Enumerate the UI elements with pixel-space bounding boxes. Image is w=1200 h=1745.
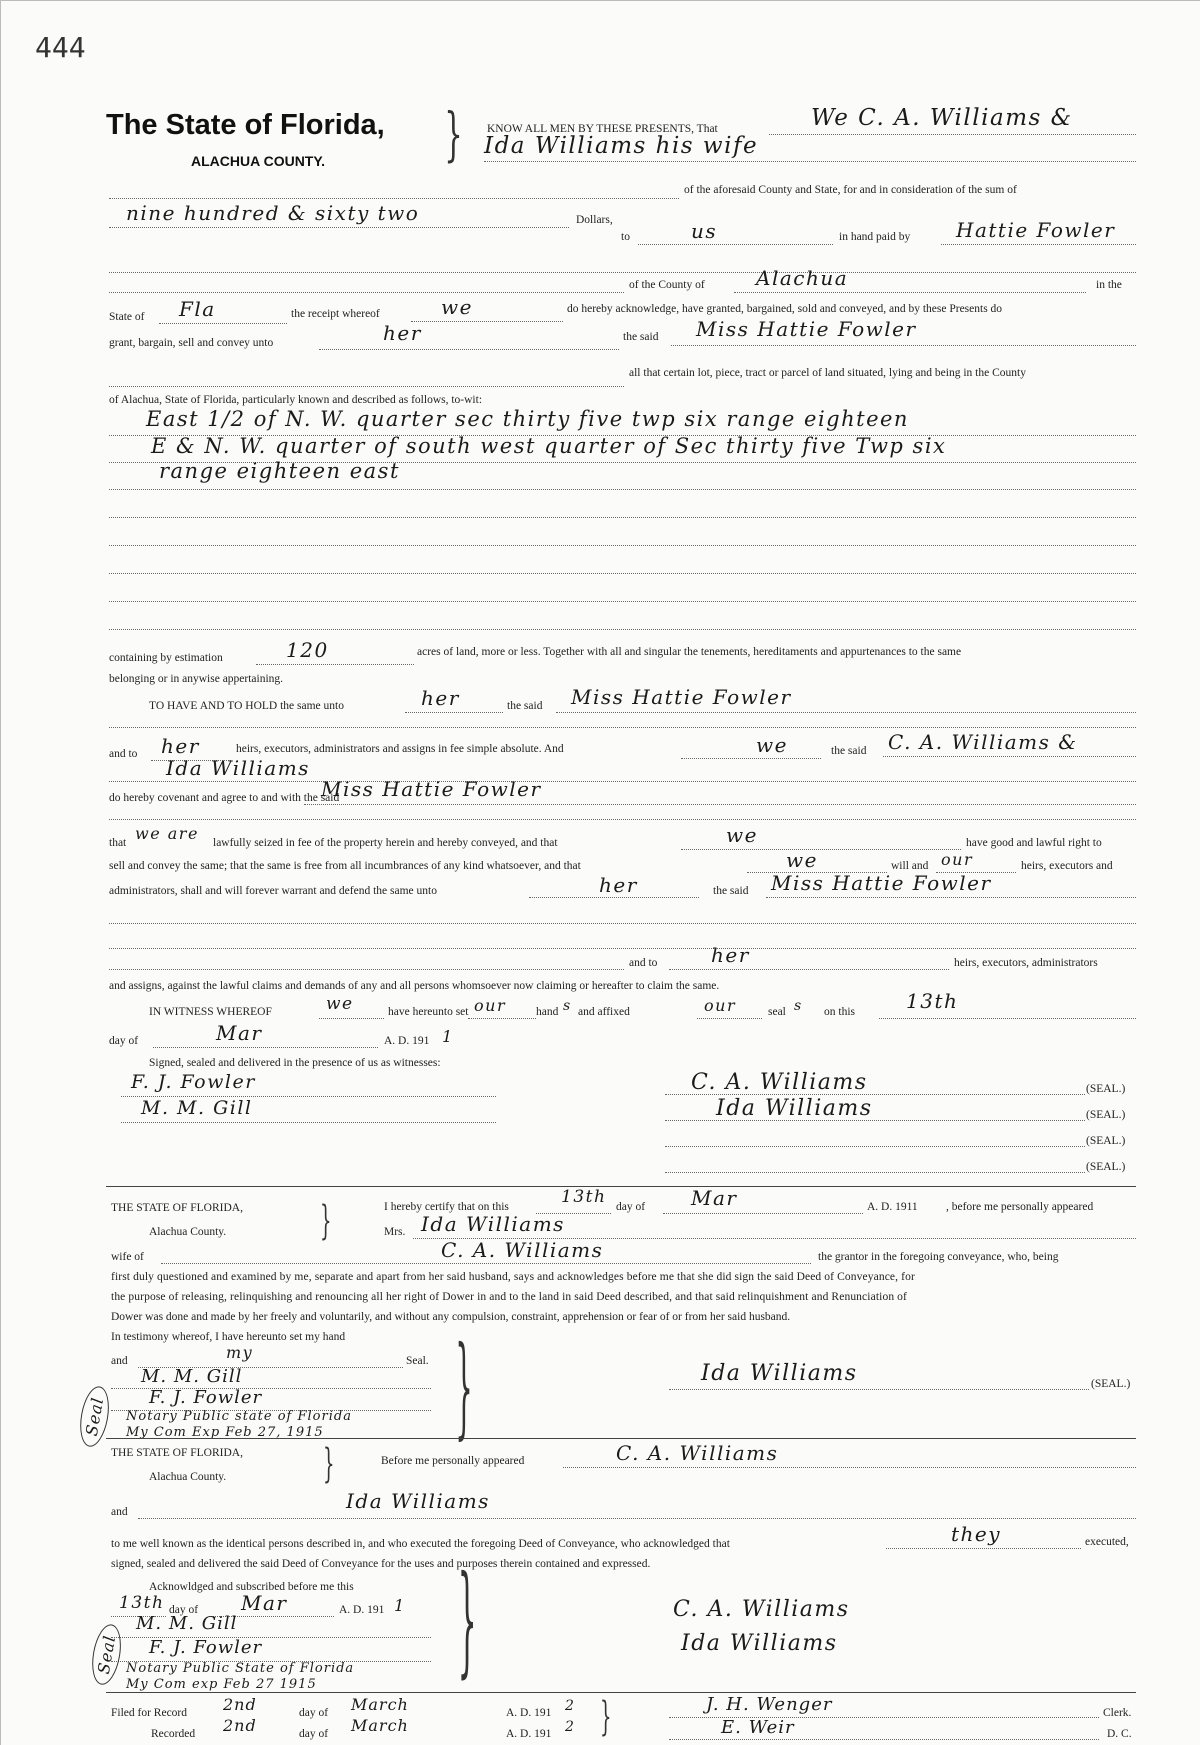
ack-and: and xyxy=(111,1506,128,1518)
rule xyxy=(669,1739,1099,1740)
containing-label: containing by estimation xyxy=(109,652,223,664)
rule xyxy=(161,1263,811,1264)
all-certain-text: all that certain lot, piece, tract or parcel of land situated, lying and being in the County xyxy=(629,367,1026,379)
rule xyxy=(109,517,1136,518)
rule xyxy=(563,1467,1136,1468)
rule xyxy=(734,292,1086,293)
legal-description-2: E & N. W. quarter of south west quarter of Sec thirty five Twp six xyxy=(151,434,947,458)
and-to-label: and to xyxy=(109,748,138,760)
heirs-text: heirs, executors, administrators and assigns in fee simple absolute. And xyxy=(236,743,564,755)
ack-county: Alachua County. xyxy=(149,1471,227,1483)
rule xyxy=(109,545,1136,546)
will-we-value: we xyxy=(786,848,818,872)
dower-paragraph-2: the purpose of releasing, relinquishing and renouncing all her right of Dower in and to the land in said Deed described, and that said relinquishment and Renunciation of xyxy=(111,1291,908,1303)
seal-3: (SEAL.) xyxy=(1086,1135,1126,1147)
rule xyxy=(159,323,287,324)
grantee-name: Hattie Fowler xyxy=(956,218,1116,242)
rule xyxy=(319,349,619,350)
dower-husband: C. A. Williams xyxy=(441,1238,604,1262)
ack-notary-4: My Com exp Feb 27 1915 xyxy=(126,1677,317,1692)
and-to-label: and to xyxy=(629,957,658,969)
defend-grantee: Miss Hattie Fowler xyxy=(771,871,992,895)
grantors-said-2: Ida Williams xyxy=(166,756,310,780)
the-said-label: the said xyxy=(713,885,749,897)
rule xyxy=(681,849,961,850)
seal-s-mark: s xyxy=(794,998,803,1014)
paid-by-label: in hand paid by xyxy=(839,231,911,243)
aforesaid-text: of the aforesaid County and State, for and in consideration of the sum of xyxy=(684,184,1017,196)
ack-before-me: Before me personally appeared xyxy=(381,1455,525,1467)
recorded-month: March xyxy=(351,1716,409,1735)
and-value: we xyxy=(756,733,788,757)
to-label: to xyxy=(621,231,630,243)
in-the-label: in the xyxy=(1096,279,1122,291)
dc-label: D. C. xyxy=(1107,1728,1132,1740)
filed-label: Filed for Record xyxy=(111,1707,188,1719)
ack-signer-1: C. A. Williams xyxy=(673,1597,850,1622)
filed-day-of: day of xyxy=(299,1707,329,1719)
filed-ad: A. D. 191 xyxy=(506,1707,552,1719)
rule xyxy=(138,1518,1136,1519)
rule xyxy=(663,1213,863,1214)
dower-notary-2: F. J. Fowler xyxy=(149,1387,263,1408)
rule xyxy=(109,386,624,387)
that-label: that xyxy=(109,837,127,849)
filing-brace: } xyxy=(599,1694,612,1740)
rule xyxy=(109,227,569,228)
rule xyxy=(766,897,1136,898)
ack-day: 13th xyxy=(119,1593,165,1613)
dower-notary-3: Notary Public state of Florida xyxy=(126,1409,352,1424)
rule xyxy=(681,758,821,759)
dower-notary-brace: } xyxy=(455,1322,473,1450)
rule xyxy=(665,1094,1085,1095)
state-of-label: State of xyxy=(109,311,145,323)
ack-well-known: to me well known as the identical persons described in, and who executed the foregoing Deed of Conveyance, who acknowledged that xyxy=(111,1538,730,1550)
rule xyxy=(109,727,1136,728)
filed-month: March xyxy=(351,1695,409,1714)
dower-brace: } xyxy=(319,1198,332,1244)
ack-signer-2: Ida Williams xyxy=(681,1631,838,1656)
rule xyxy=(556,712,1136,713)
clerk-label: Clerk. xyxy=(1103,1707,1132,1719)
ack-notary-3: Notary Public State of Florida xyxy=(126,1661,355,1676)
rule xyxy=(697,1018,762,1019)
to-value: us xyxy=(691,219,718,243)
rule xyxy=(256,664,414,665)
seal-1: (SEAL.) xyxy=(1086,1083,1126,1095)
county-heading: ALACHUA COUNTY. xyxy=(191,153,326,169)
rule xyxy=(671,345,1136,346)
to-have-value: her xyxy=(421,686,460,710)
state-title: The State of Florida, xyxy=(106,109,385,141)
hand-label: hand xyxy=(536,1006,559,1018)
dower-state: THE STATE OF FLORIDA, xyxy=(111,1202,243,1214)
grantors-rule-1 xyxy=(769,134,1136,135)
rule xyxy=(109,292,624,293)
belonging-text: belonging or in anywise appertaining. xyxy=(109,673,284,685)
seal-2: (SEAL.) xyxy=(1086,1109,1126,1121)
have-good-text: have good and lawful right to xyxy=(966,837,1102,849)
seal-label: seal xyxy=(768,1006,786,1018)
heirs-exec-text: heirs, executors and xyxy=(1021,860,1113,872)
of-county-label: of the County of xyxy=(629,279,705,291)
rule xyxy=(405,712,503,713)
dower-seal-label: (SEAL.) xyxy=(1091,1378,1131,1390)
the-said-label: the said xyxy=(507,700,543,712)
defend-unto-value: her xyxy=(599,873,638,897)
dower-month: Mar xyxy=(691,1186,738,1210)
rule xyxy=(121,1122,496,1123)
filed-year: 2 xyxy=(565,1698,575,1714)
witness-month: Mar xyxy=(216,1021,263,1045)
ack-person-2: Ida Williams xyxy=(346,1489,490,1513)
ack-seal-stamp: Seal xyxy=(88,1622,125,1687)
in-witness-text: IN WITNESS WHEREOF xyxy=(149,1006,272,1018)
grantee-full: Miss Hattie Fowler xyxy=(696,317,917,341)
dower-certify: I hereby certify that on this xyxy=(384,1201,509,1213)
dower-signature: Ida Williams xyxy=(701,1361,858,1386)
dower-ad: A. D. 1911 xyxy=(867,1201,918,1213)
dower-and: and xyxy=(111,1355,128,1367)
ack-notary-brace: } xyxy=(457,1551,477,1690)
dower-notary-4: My Com Exp Feb 27, 1915 xyxy=(126,1425,324,1440)
filed-day: 2nd xyxy=(223,1695,257,1714)
and-to-value: her xyxy=(161,734,200,758)
have-set-text: have hereunto set xyxy=(388,1006,469,1018)
recorded-day-of: day of xyxy=(299,1728,329,1740)
to-have-text: TO HAVE AND TO HOLD the same unto xyxy=(149,700,344,712)
dower-mrs-value: Ida Williams xyxy=(421,1212,565,1236)
dower-mrs: Mrs. xyxy=(384,1226,406,1238)
covenant-grantee: Miss Hattie Fowler xyxy=(321,777,542,801)
rule xyxy=(109,629,1136,630)
that-we-value: we xyxy=(726,823,758,847)
dollars-label: Dollars, xyxy=(576,214,613,226)
rule xyxy=(529,897,699,898)
recorded-year: 2 xyxy=(565,1719,575,1735)
rule xyxy=(669,969,949,970)
day-of-label: day of xyxy=(109,1035,139,1047)
heirs-exec-admin-text: heirs, executors, administrators xyxy=(954,957,1098,969)
witness-day: 13th xyxy=(906,989,959,1013)
grantors-line-2: Ida Williams his wife xyxy=(484,133,759,159)
affixed-text: and affixed xyxy=(578,1006,630,1018)
rule xyxy=(411,321,563,322)
rule xyxy=(109,781,1136,782)
ack-month: Mar xyxy=(241,1591,288,1615)
clerk-signature: J. H. Wenger xyxy=(706,1694,833,1715)
dower-paragraph-1: first duly questioned and examined by me, separate and apart from her said husband, says and acknowledges before me that she did sign the said Deed of Conveyance, for xyxy=(111,1271,915,1283)
dower-grantor: the grantor in the foregoing conveyance, who, being xyxy=(818,1251,1059,1263)
rule xyxy=(638,244,833,245)
rule xyxy=(109,601,1136,602)
rule xyxy=(468,1018,536,1019)
dower-day-of: day of xyxy=(616,1201,646,1213)
and-assigns-text: and assigns, against the lawful claims and demands of any and all persons whomsoever now claiming or hereafter to claim the same. xyxy=(109,980,720,992)
state-value: Fla xyxy=(179,297,216,321)
signer-1-signature: C. A. Williams xyxy=(691,1070,868,1095)
recorded-day: 2nd xyxy=(223,1716,257,1735)
that-value: we are xyxy=(135,824,199,843)
grantors-line-1: We C. A. Williams & xyxy=(811,105,1073,131)
rule xyxy=(109,819,1136,820)
dower-testimony: In testimony whereof, I have hereunto set my hand xyxy=(111,1331,346,1343)
section-divider xyxy=(106,1186,1136,1187)
rule xyxy=(665,1120,1085,1121)
unto-value: her xyxy=(383,321,422,345)
sum-words: nine hundred & sixty two xyxy=(126,201,420,225)
rule xyxy=(665,1146,1085,1147)
dower-seal: Seal. xyxy=(406,1355,429,1367)
ack-notary-1: M. M. Gill xyxy=(136,1613,238,1634)
grant-line-text: grant, bargain, sell and convey unto xyxy=(109,337,274,349)
rule xyxy=(109,272,1136,273)
rule xyxy=(109,573,1136,574)
and-to-value: her xyxy=(711,943,750,967)
legal-description-3: range eighteen east xyxy=(159,459,400,483)
page-number: 444 xyxy=(35,31,86,64)
signed-sealed-text: Signed, sealed and delivered in the presence of us as witnesses: xyxy=(149,1057,441,1069)
to-have-grantee: Miss Hattie Fowler xyxy=(571,685,792,709)
rule xyxy=(109,948,1136,949)
dower-and-value: my xyxy=(226,1343,254,1362)
ack-notary-2: F. J. Fowler xyxy=(149,1637,263,1658)
ack-they: they xyxy=(951,1522,1002,1546)
ack-acknowledged: Acknowldged and subscribed before me this xyxy=(149,1581,354,1593)
rule xyxy=(109,489,1136,490)
ack-year-digit: 1 xyxy=(394,1596,406,1615)
rule xyxy=(109,969,624,970)
rule xyxy=(886,1548,1081,1549)
receipt-label: the receipt whereof xyxy=(291,308,380,320)
acknowledge-text: do hereby acknowledge, have granted, bargained, sold and conveyed, and by these Presents do xyxy=(567,303,1003,315)
covenant-text: do hereby covenant and agree to and with the said xyxy=(109,792,340,804)
on-this-label: on this xyxy=(824,1006,855,1018)
recorded-label: Recorded xyxy=(151,1728,196,1740)
grantors-rule-2 xyxy=(484,161,1136,162)
witness-1: F. J. Fowler xyxy=(131,1071,256,1093)
dower-wife-of: wife of xyxy=(111,1251,144,1263)
will-and-label: will and xyxy=(891,860,929,872)
our-value: our xyxy=(941,850,974,869)
know-all-text: KNOW ALL MEN BY THESE PRESENTS, That xyxy=(487,123,718,135)
rule xyxy=(669,1389,1089,1390)
rule xyxy=(153,1047,378,1048)
ack-ad: A. D. 191 xyxy=(339,1604,385,1616)
rule xyxy=(879,1018,1136,1019)
witness-2: M. M. Gill xyxy=(141,1097,253,1119)
header-brace: } xyxy=(444,100,463,168)
rule xyxy=(109,198,679,199)
rule xyxy=(883,756,1136,757)
ack-day-of: day of xyxy=(169,1604,199,1616)
dower-day: 13th xyxy=(561,1187,607,1207)
ack-person-1: C. A. Williams xyxy=(616,1441,779,1465)
section-divider xyxy=(106,1692,1136,1693)
witness-we-value: we xyxy=(326,994,354,1014)
ack-state: THE STATE OF FLORIDA, xyxy=(111,1447,243,1459)
ack-brace: } xyxy=(322,1441,335,1487)
the-said-label: the said xyxy=(831,745,867,757)
acres-text: acres of land, more or less. Together with all and singular the tenements, hereditaments and appurtenances to the same xyxy=(417,646,962,658)
hand-s-mark: s xyxy=(563,998,572,1014)
witness-year-digit: 1 xyxy=(442,1027,454,1046)
dower-before-me: , before me personally appeared xyxy=(946,1201,1094,1213)
deputy-signature: E. Weir xyxy=(721,1717,795,1738)
dower-seal-stamp: Seal xyxy=(76,1384,113,1449)
the-said-label: the said xyxy=(623,331,659,343)
administrators-text: administrators, shall and will forever warrant and defend the same unto xyxy=(109,885,437,897)
affixed-our-value: our xyxy=(704,996,737,1015)
signer-2-signature: Ida Williams xyxy=(716,1096,873,1121)
grantors-said-1: C. A. Williams & xyxy=(888,730,1078,754)
legal-description-1: East 1/2 of N. W. quarter sec thirty five twp six range eighteen xyxy=(146,407,909,431)
rule xyxy=(109,923,1136,924)
dower-notary-1: M. M. Gill xyxy=(141,1366,243,1387)
dower-paragraph-3: Dower was done and made by her freely and voluntarily, and without any compulsion, constraint, apprehension or fear of or from her said husband. xyxy=(111,1311,791,1323)
ad-label: A. D. 191 xyxy=(384,1035,430,1047)
recorded-ad: A. D. 191 xyxy=(506,1728,552,1740)
dower-county: Alachua County. xyxy=(149,1226,227,1238)
seal-4: (SEAL.) xyxy=(1086,1161,1126,1173)
receipt-value: we xyxy=(441,295,473,319)
ack-signed: signed, sealed and delivered the said Deed of Conveyance for the uses and purposes therein contained and expressed. xyxy=(111,1558,651,1570)
set-our-value: our xyxy=(474,996,507,1015)
rule xyxy=(941,244,1136,245)
section-divider xyxy=(106,1438,1136,1439)
lawfully-text: lawfully seized in fee of the property herein and hereby conveyed, and that xyxy=(213,837,558,849)
of-alachua-text: of Alachua, State of Florida, particularly known and described as follows, to-wit: xyxy=(109,394,483,406)
acres-value: 120 xyxy=(286,638,329,662)
sell-convey-text: sell and convey the same; that the same is free from all incumbrances of any kind whatsoever, and that xyxy=(109,860,581,872)
rule xyxy=(665,1172,1085,1173)
ack-executed: executed, xyxy=(1085,1536,1129,1548)
rule xyxy=(304,804,1136,805)
county-value: Alachua xyxy=(756,266,849,290)
rule xyxy=(319,1018,384,1019)
